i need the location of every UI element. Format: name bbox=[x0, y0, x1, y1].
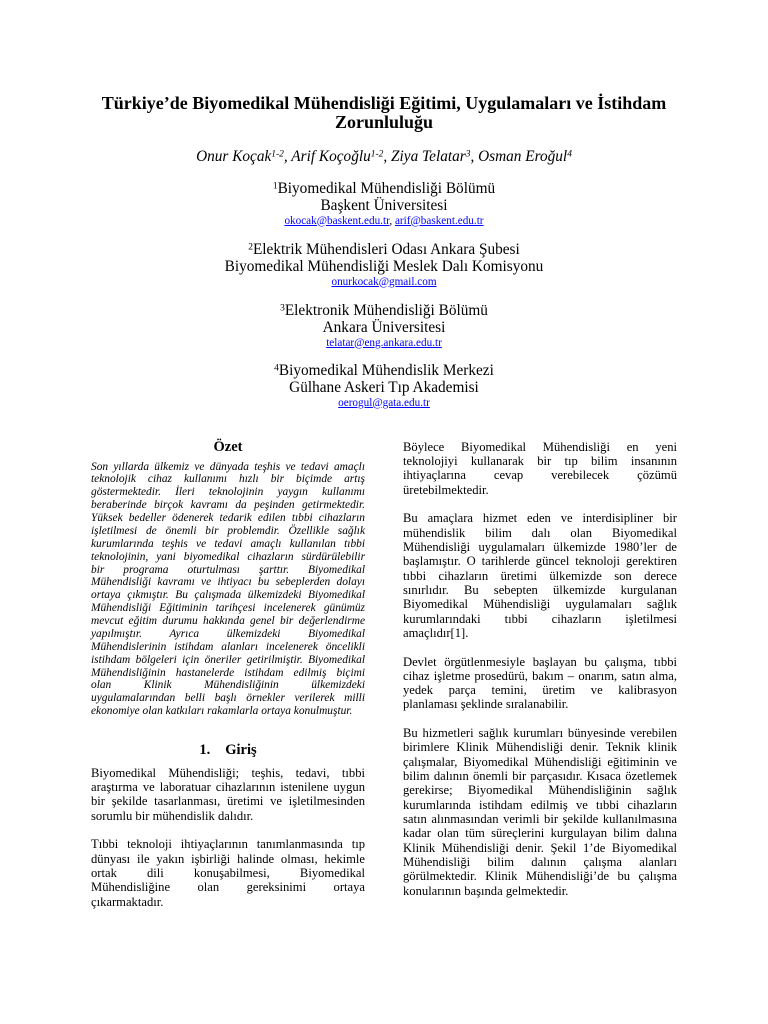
text-line: istihdam bölgeleri için öneriler getirilmiştir. Biyomedikal bbox=[91, 653, 365, 666]
text-line: gerekirse; Biyomedikal Mühendisliğinin sağlık bbox=[403, 783, 677, 798]
text-line: Bu hizmetleri sağlık kurumları bünyesinde verebilen bbox=[403, 726, 677, 741]
affiliation-mark: 1 bbox=[272, 181, 278, 192]
text-line: kurumlarında istihdam edilmiş ve tıbbi cihazların bbox=[403, 797, 677, 812]
paragraph bbox=[403, 726, 677, 898]
text-line: çıkarmaktadır. bbox=[91, 894, 164, 909]
abstract-text bbox=[91, 461, 365, 719]
text-line: Mühendislerinin istihdam alanları incelenerek öncelikli bbox=[91, 640, 365, 653]
email-link[interactable]: arif@baskent.edu.tr bbox=[394, 214, 484, 227]
paragraph bbox=[403, 511, 677, 640]
text-line: birimlere Klinik Mühendisliği denir. Teknik klinik bbox=[403, 740, 677, 755]
text-line: bilim dalının önemli bir parçasıdır. Kısaca özetlemek bbox=[403, 769, 677, 784]
text-line: ihtiyaçlarına cevap verebilecek çözümü bbox=[403, 468, 677, 483]
text-line: Mühendisliğinin hastanelerde istihdam edilmiş biçimi bbox=[91, 666, 365, 679]
author-affiliation-mark: 4 bbox=[567, 149, 572, 160]
text-line: teknolojik cihaz kullanımı hızlı bir biçimde artış bbox=[91, 473, 365, 486]
text-line: Mühendisliği bilim dalının çalışma alanları bbox=[403, 854, 677, 869]
text-line: görülmektedir. Klinik Mühendisliği’de bu çalışma bbox=[403, 869, 677, 884]
affiliation-block bbox=[0, 362, 768, 411]
text-line: sorumlu bir mühendislik dalıdır. bbox=[91, 808, 254, 823]
text-line: ortak dili konuşabilmesi, Biyomedikal bbox=[91, 866, 365, 881]
affiliation-mark: 2 bbox=[248, 242, 253, 253]
text-line: olan Klinik Mühendisliğinin ülkemizdeki bbox=[91, 679, 365, 692]
affiliation-department bbox=[0, 180, 768, 197]
author-name: Arif Koçoğlu bbox=[291, 148, 371, 165]
text-line: konularının başında gelmektedir. bbox=[403, 883, 569, 898]
text-line: araştırma ve laboratuar cihazlarının istenilene uygun bbox=[91, 780, 365, 795]
affiliation-mark: 3 bbox=[280, 303, 285, 314]
text-line: kurumlarındaki tıbbi cihazların işletilmesi bbox=[403, 611, 677, 626]
text-line: kurumlarında teşhis ve tedavi amaçlı kullanılan tıbbi bbox=[91, 537, 365, 550]
introduction-left-column bbox=[91, 766, 365, 909]
text-line: Son yıllarda ülkemiz ve dünyada teşhis ve tedavi amaçlı bbox=[91, 460, 365, 473]
text-line: Biyomedikal Mühendisliği; teşhis, tedavi, tıbbi bbox=[91, 765, 365, 780]
email-link[interactable]: oerogul@gata.edu.tr bbox=[338, 396, 430, 409]
affiliation-mark: 4 bbox=[274, 363, 279, 374]
section-heading-introduction bbox=[91, 742, 365, 759]
paragraph bbox=[403, 655, 677, 712]
text-line: ortaya çıkmıştır. Bu çalışmada ülkemizdeki Biyomedikal bbox=[91, 589, 365, 602]
text-line: teknolojinin, yani biyomedikal cihazların sürdürülebilir bbox=[91, 550, 365, 563]
text-line: mühendislik bilim dalı olan Biyomedikal bbox=[403, 525, 677, 540]
text-line: çalışmalar, Biyomedikal Mühendisliği eğitiminin ve bbox=[403, 754, 677, 769]
affiliation-block bbox=[0, 241, 768, 290]
text-line: Devlet örgütlenmesiyle başlayan bu çalışma, tıbbi bbox=[403, 654, 677, 669]
affiliation-emails bbox=[0, 336, 768, 351]
author-name: Osman Eroğul bbox=[478, 148, 568, 165]
text-line: Tıbbi teknoloji ihtiyaçlarının tanımlanmasında tıp bbox=[91, 837, 365, 852]
abstract-heading: Özet bbox=[213, 438, 243, 455]
affiliation-department-name: Biyomedikal Mühendislik Merkezi bbox=[278, 361, 494, 379]
text-line: dünyası ile yakın işbirliği halinde olması, hekimle bbox=[91, 851, 365, 866]
paragraph bbox=[91, 837, 365, 909]
text-line: cihaz işletme prosedürü, bakım – onarım, satın alma, bbox=[403, 668, 677, 683]
affiliation-institution: Ankara Üniversitesi bbox=[322, 318, 446, 336]
affiliation-institution: Biyomedikal Mühendisliği Meslek Dalı Komisyonu bbox=[224, 257, 544, 275]
text-line: sınırlıdır. Bu sebepten ülkemizde kurgulanan bbox=[403, 582, 677, 597]
text-line: Klinik Mühendisliği denir. Şekil 1’de Biyomedikal bbox=[403, 840, 677, 855]
email-link[interactable]: telatar@eng.ankara.edu.tr bbox=[326, 336, 442, 349]
text-line: bir şekilde tasarlanması, üretimi ve işletilmesinden bbox=[91, 794, 365, 809]
introduction-right-column bbox=[403, 440, 677, 898]
affiliation-department bbox=[0, 302, 768, 319]
author-separator: , bbox=[283, 148, 292, 165]
text-line: Biyomedikal Mühendisliği uygulamaları sağlık bbox=[403, 597, 677, 612]
text-line: uygulamalarından belli başlı örnekler verilerek milli bbox=[91, 692, 365, 705]
text-line: Bu amaçlara hizmet eden ve interdisipliner bir bbox=[403, 511, 677, 526]
text-line: göstermektedir. İleri teknolojinin yaygın kullanımı bbox=[91, 486, 365, 499]
author-affiliation-mark: 3 bbox=[465, 149, 471, 160]
author-name: Onur Koçak bbox=[196, 148, 272, 165]
text-line: yedek parça temini, üretim ve kalibrasyon bbox=[403, 683, 677, 698]
text-line: üretebilmektedir. bbox=[403, 482, 489, 497]
affiliation-emails bbox=[0, 275, 768, 290]
text-line: beraberinde birçok kavramı da peşinden getirmektedir. bbox=[91, 499, 365, 512]
affiliation-institution: Gülhane Askeri Tıp Akademisi bbox=[289, 378, 479, 396]
text-line: planlaması şeklinde sıralanabilir. bbox=[403, 697, 569, 712]
section-number: 1. bbox=[199, 741, 211, 758]
text-line: amaçlıdır[1]. bbox=[403, 625, 469, 640]
text-line: Mühendisliğine olan gereksinimi ortaya bbox=[91, 880, 365, 895]
text-line: Yüksek bedeller ödenerek tedarik edilen tıbbi cihazların bbox=[91, 512, 365, 524]
email-separator: , bbox=[389, 214, 395, 227]
text-line: tıbbi cihazların üretimi ülkemizde son derece bbox=[403, 568, 677, 583]
section-title: Giriş bbox=[225, 741, 257, 758]
text-line: Mühendisliği uygulamaları ülkemizde 1980’ler de bbox=[403, 540, 677, 555]
affiliation-department-name: Elektrik Mühendisleri Odası Ankara Şubesi bbox=[252, 240, 520, 258]
author-separator: , bbox=[470, 148, 479, 165]
text-line: satın alınmasından verimli bir şekilde kullanılmasına bbox=[403, 811, 677, 826]
affiliation-department bbox=[0, 241, 768, 258]
text-line: işletilmesi de önemli bir problemdir. Özellikle sağlık bbox=[91, 524, 365, 537]
text-line: yapılmıştır. Ayrıca ülkemizdeki Biyomedikal bbox=[91, 627, 365, 640]
author-separator: , bbox=[383, 148, 392, 165]
author-affiliation-mark: 1-2 bbox=[370, 149, 384, 160]
text-line: Mühendisliği Eğitiminin tarihçesi incelenerek günümüz bbox=[91, 602, 365, 615]
affiliation-block bbox=[0, 302, 768, 351]
paragraph bbox=[91, 766, 365, 823]
paragraph bbox=[403, 440, 677, 497]
affiliation-department-name: Biyomedikal Mühendisliği Bölümü bbox=[277, 179, 496, 197]
affiliation-emails bbox=[0, 214, 768, 229]
email-link[interactable]: onurkocak@gmail.com bbox=[331, 275, 437, 288]
affiliation-department-name: Elektronik Mühendisliği Bölümü bbox=[284, 301, 488, 319]
text-line: Mühendisliği kavramı ve ihtiyacı bu sebeplerden dolayı bbox=[91, 576, 365, 589]
author-affiliation-mark: 1-2 bbox=[271, 149, 284, 160]
author-list bbox=[0, 148, 768, 166]
email-link[interactable]: okocak@baskent.edu.tr bbox=[284, 214, 390, 227]
text-line: mevcut eğitim durumu hakkında genel bir değerlendirme bbox=[91, 615, 365, 627]
text-line: kadar olan tüm süreçlerini kurgulayan bilim dalına bbox=[403, 826, 677, 841]
affiliation-emails bbox=[0, 396, 768, 411]
text-line: başlamıştır. O tarihlerde güncel teknoloji gerektiren bbox=[403, 554, 677, 569]
text-line: Böylece Biyomedikal Mühendisliği en yeni bbox=[403, 439, 677, 454]
affiliation-department bbox=[0, 362, 768, 379]
author-name: Ziya Telatar bbox=[391, 148, 466, 165]
text-line: ekonomiye olan katkıları rakamlarla ortaya konulmuştur. bbox=[91, 705, 353, 718]
affiliation-institution: Başkent Üniversitesi bbox=[320, 196, 448, 214]
text-line: teknolojiyi kullanarak bir tıp bilim insanının bbox=[403, 454, 677, 469]
affiliation-block bbox=[0, 180, 768, 229]
paper-title: Türkiye’de Biyomedikal Mühendisliği Eğitimi, Uygulamaları ve İstihdam Zorunluluğu bbox=[101, 92, 667, 132]
text-line: bir programa oturtulması şarttır. Biyomedikal bbox=[91, 563, 365, 576]
